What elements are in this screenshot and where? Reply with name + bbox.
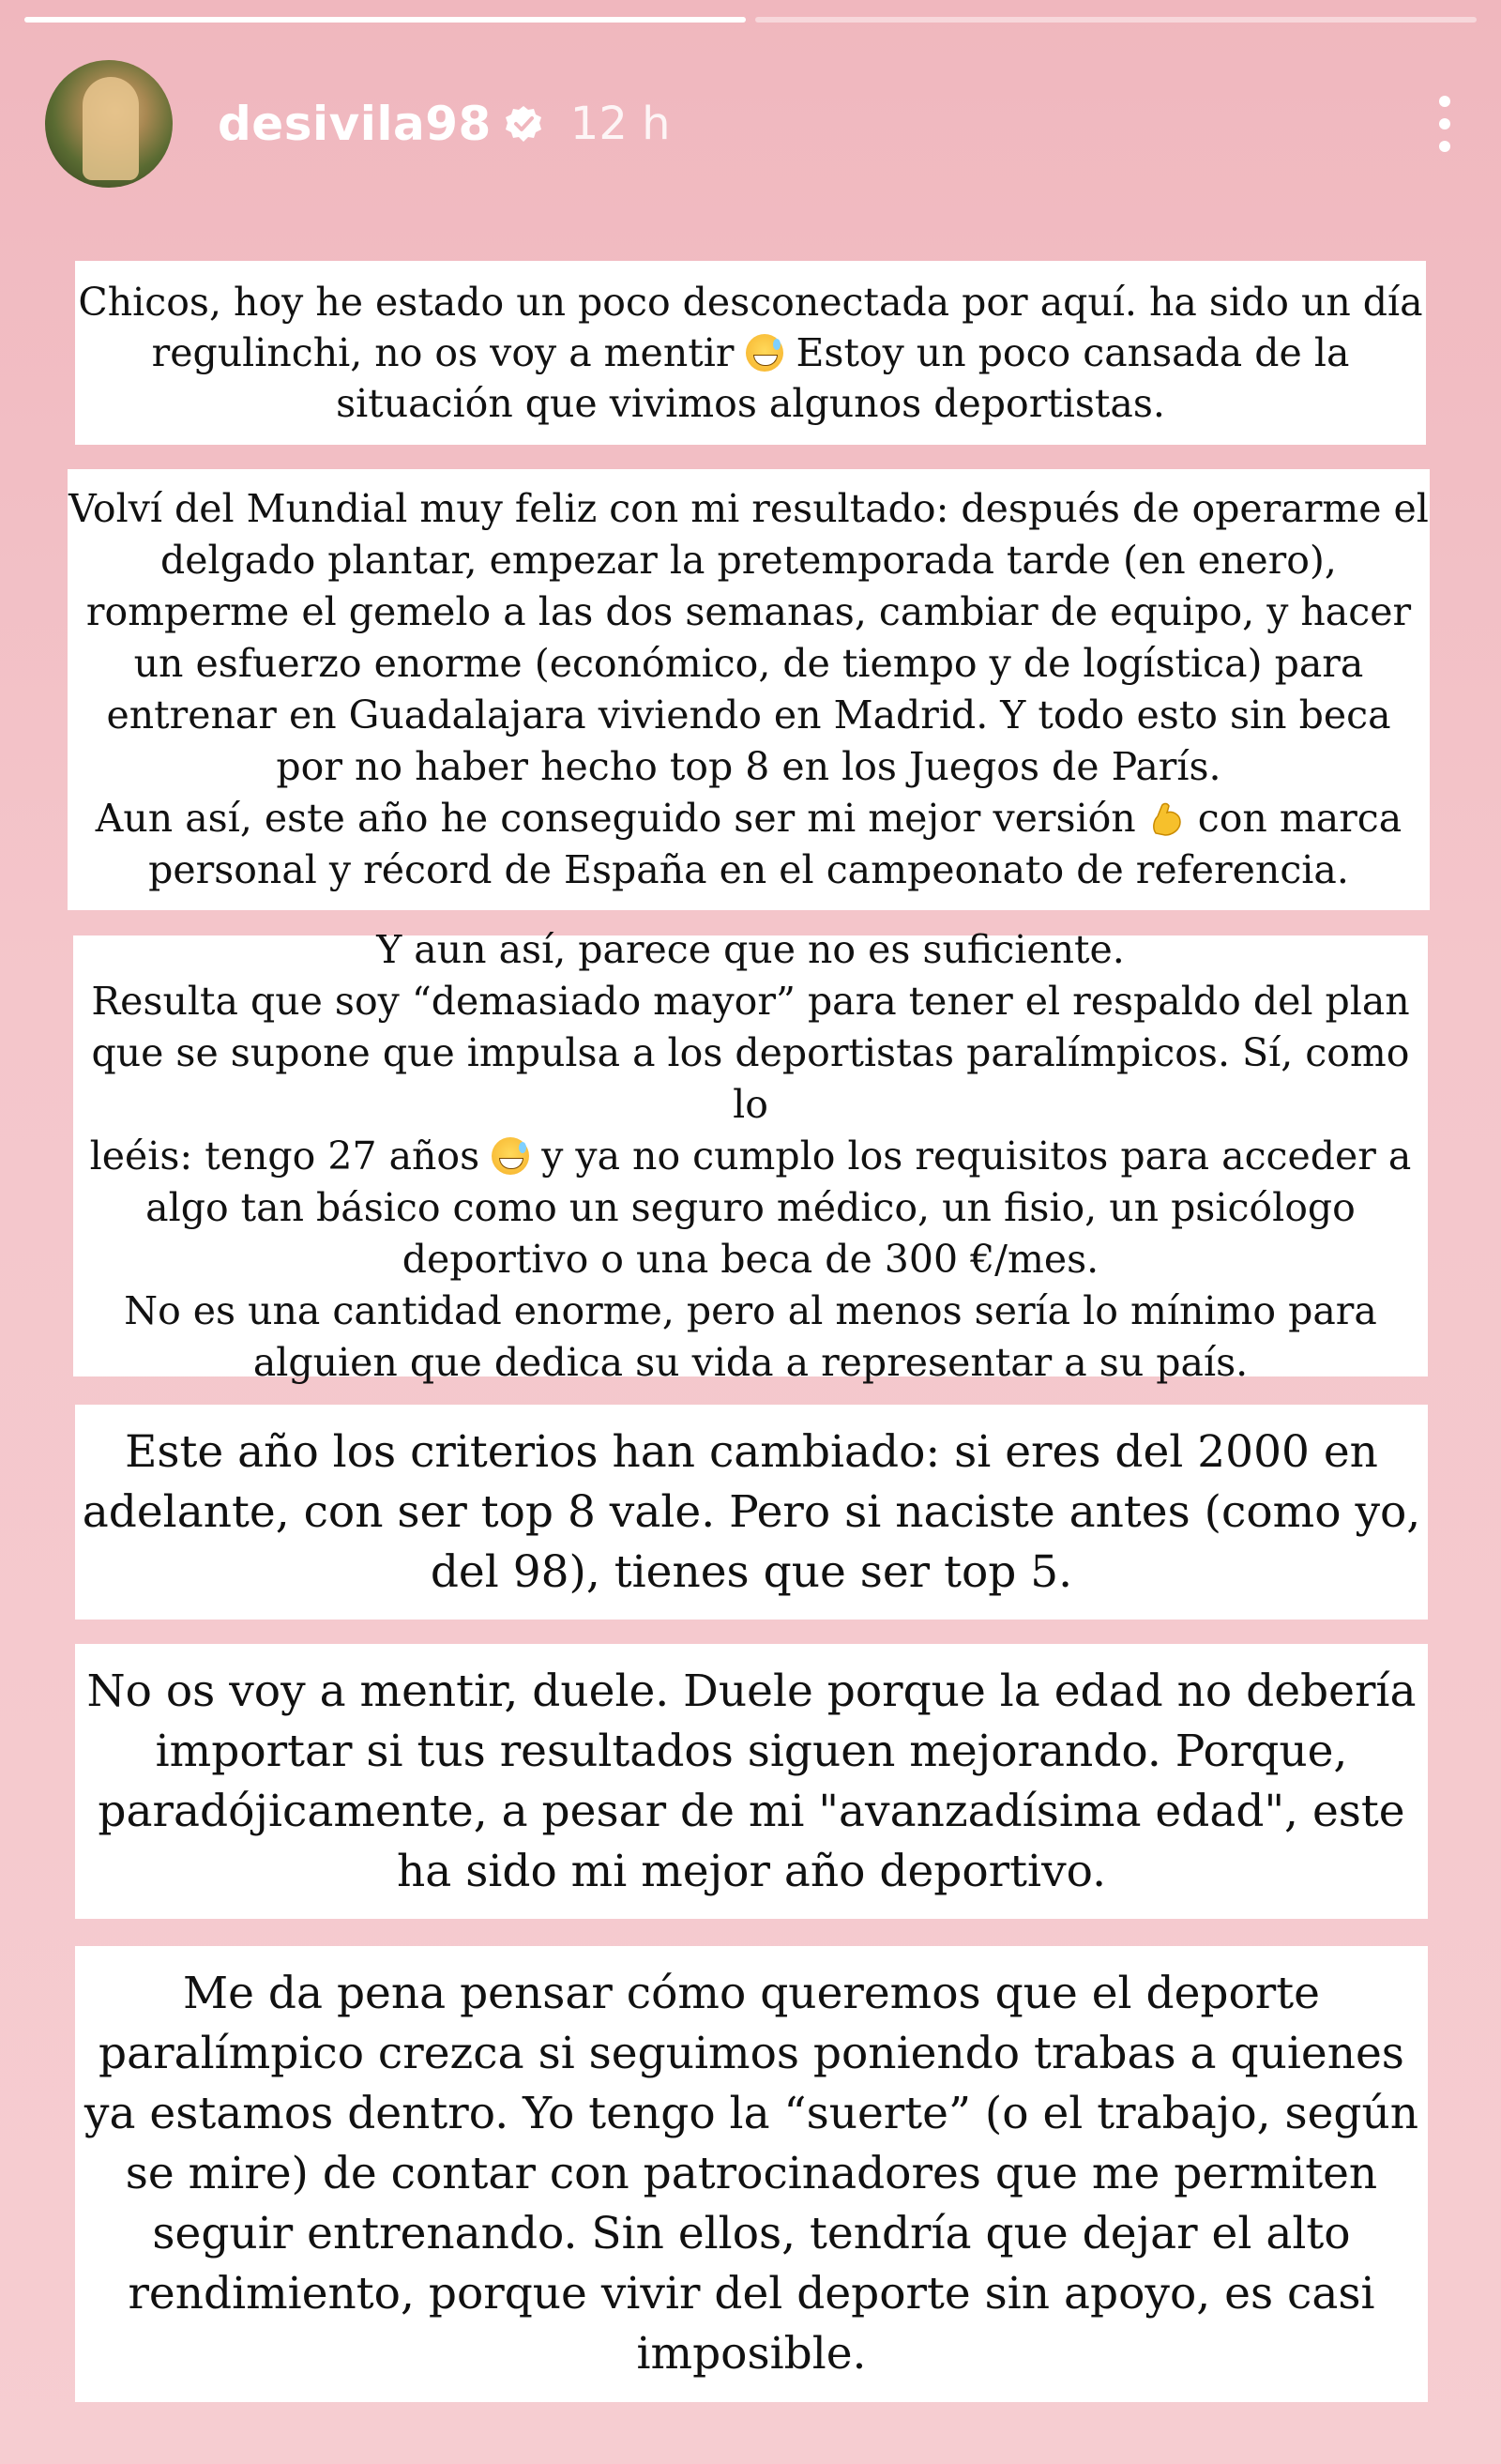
text-line: situación que vivimos algunos deportistas.: [336, 381, 1165, 426]
text-line: Me da pena pensar cómo queremos que el deporte: [183, 1968, 1320, 2019]
text-line: adelante, con ser top 8 vale. Pero si naciste antes (como yo,: [82, 1485, 1421, 1538]
text-line: delgado plantar, empezar la pretemporada tarde (en enero),: [160, 538, 1337, 583]
text-line: Aun así, este año he conseguido ser mi mejor versión con marca: [95, 796, 1402, 841]
text-line: por no haber hecho top 8 en los Juegos de París.: [276, 744, 1221, 789]
text-line: paralímpico crezca si seguimos poniendo trabas a quienes: [99, 2028, 1404, 2079]
text-line: algo tan básico como un seguro médico, un fisio, un psicólogo: [145, 1184, 1356, 1230]
text-block-5: [75, 1644, 1428, 1919]
avatar[interactable]: [45, 60, 173, 188]
text-line: regulinchi, no os voy a mentir Estoy un poco cansada de la: [151, 330, 1350, 375]
grinning-face-with-sweat-emoji: [746, 334, 783, 372]
flexed-biceps-emoji: [1148, 799, 1186, 837]
grinning-face-with-sweat-emoji: [492, 1137, 529, 1175]
text-block-1: [75, 261, 1426, 445]
more-vertical-icon[interactable]: [1426, 86, 1463, 161]
text-line: No es una cantidad enorme, pero al menos sería lo mínimo para: [124, 1287, 1377, 1333]
text-line: paradójicamente, a pesar de mi "avanzadísima edad", este: [98, 1785, 1405, 1837]
text-line: romperme el gemelo a las dos semanas, cambiar de equipo, y hacer: [85, 589, 1412, 634]
text-line: deportivo o una beca de 300 €/mes.: [402, 1236, 1099, 1282]
text-line: importar si tus resultados siguen mejorando. Porque,: [155, 1725, 1348, 1777]
text-line: alguien que dedica su vida a representar a su país.: [252, 1339, 1249, 1385]
text-line: Chicos, hoy he estado un poco desconectada por aquí. ha sido un día: [78, 280, 1423, 325]
text-line: un esfuerzo enorme (económico, de tiempo y de logística) para: [133, 641, 1364, 686]
text-line: Resulta que soy “demasiado mayor” para tener el respaldo del plan: [91, 978, 1410, 1024]
text-line: del 98), tienes que ser top 5.: [430, 1545, 1073, 1598]
text-line: Este año los criterios han cambiado: si eres del 2000 en: [125, 1425, 1378, 1478]
text-line: Y aun así, parece que no es suficiente.: [376, 926, 1125, 972]
story-progress-bar: [24, 17, 1477, 23]
text-block-6: [75, 1946, 1428, 2402]
verified-badge-icon: [505, 105, 542, 143]
text-line: imposible.: [636, 2328, 867, 2380]
text-block-3: [73, 926, 1428, 1385]
text-line: No os voy a mentir, duele. Duele porque la edad no debería: [86, 1665, 1417, 1717]
story-header: [45, 58, 1463, 190]
text-block-2: [68, 469, 1430, 910]
progress-segment-2: [755, 17, 1477, 23]
text-line: se mire) de contar con patrocinadores que me permiten: [125, 2148, 1378, 2199]
text-line: seguir entrenando. Sin ellos, tendría que dejar el alto: [152, 2208, 1351, 2259]
username[interactable]: desivila98: [218, 97, 492, 151]
text-line: rendimiento, porque vivir del deporte sin apoyo, es casi: [128, 2268, 1375, 2320]
text-line: ha sido mi mejor año deportivo.: [396, 1845, 1107, 1897]
text-line: Volví del Mundial muy feliz con mi resultado: después de operarme el: [68, 486, 1429, 531]
text-line: ya estamos dentro. Yo tengo la “suerte” (o el trabajo, según: [83, 2088, 1419, 2139]
text-block-4: [75, 1405, 1428, 1620]
text-line: personal y récord de España en el campeonato de referencia.: [148, 847, 1349, 892]
progress-segment-1: [24, 17, 746, 23]
text-line: leéis: tengo 27 años y ya no cumplo los requisitos para acceder a: [89, 1133, 1412, 1179]
text-line: que se supone que impulsa a los deportistas paralímpicos. Sí, como lo: [91, 1029, 1410, 1127]
post-time: 12 h: [569, 98, 671, 150]
text-line: entrenar en Guadalajara viviendo en Madrid. Y todo esto sin beca: [106, 692, 1391, 738]
